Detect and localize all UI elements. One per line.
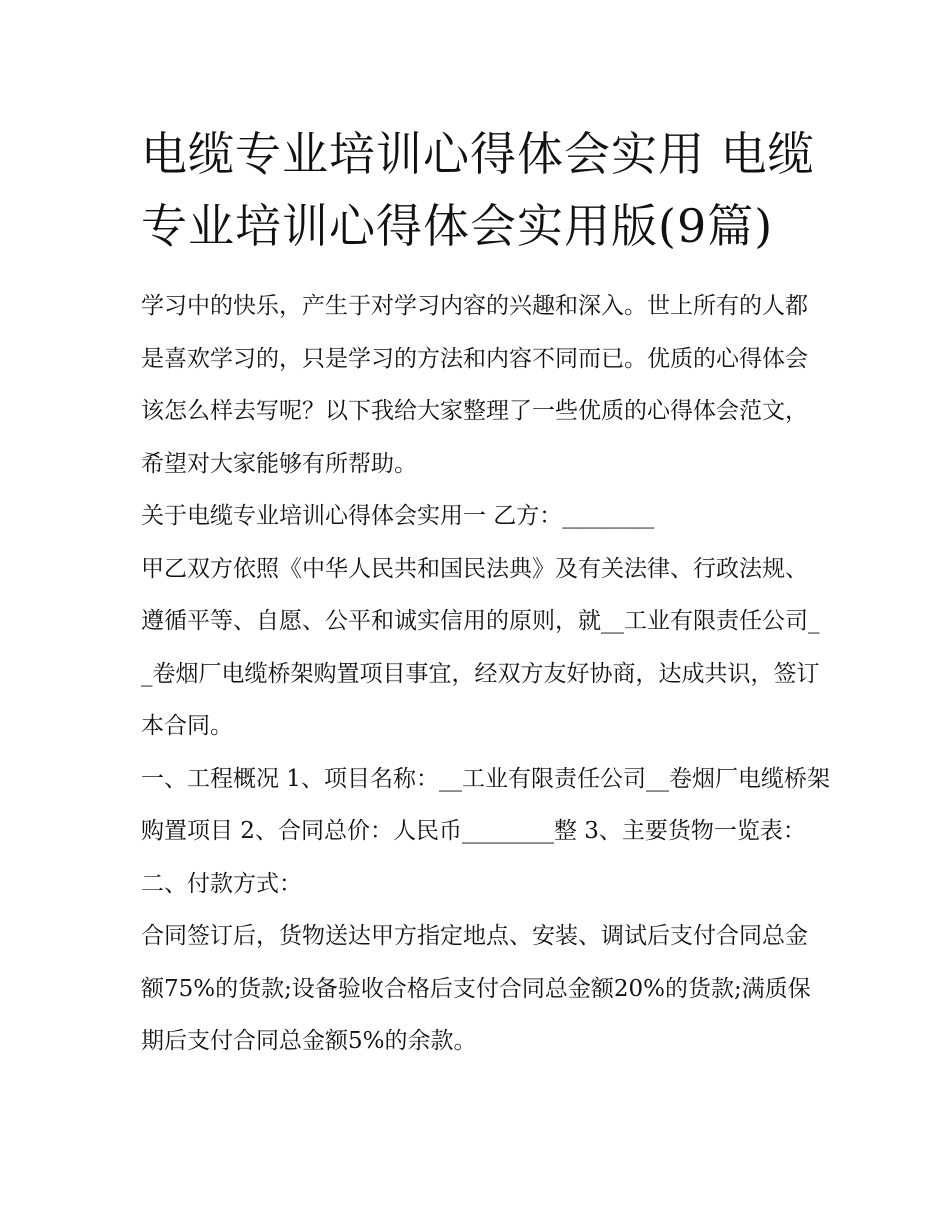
intro-paragraph: 学习中的快乐，产生于对学习内容的兴趣和深入。世上所有的人都是喜欢学习的，只是学习的方法和内容不同而已。优质的心得体会该怎么样去写呢？以下我给大家整理了一些优质的心得体会范文，希望对大家能够有所帮助。 [141, 293, 808, 477]
contract-preamble-paragraph: 甲乙双方依照《中华人民共和国民法典》及有关法律、行政法规、遵循平等、自愿、公平和诚实信用的原则，就__工业有限责任公司__卷烟厂电缆桥架购置项目事宜，经双方友好协商，达成共识，签订本合同。 [141, 555, 820, 739]
payment-terms-paragraph: 合同签订后，货物送达甲方指定地点、安装、调试后支付合同总金额75%的货款;设备验收合格后支付合同总金额20%的货款;满质保期后支付合同总金额5%的余款。 [141, 923, 811, 1054]
section-heading-paragraph: 关于电缆专业培训心得体会实用一 乙方：________ [141, 503, 655, 529]
project-overview-paragraph: 一、工程概况 1、项目名称：__工业有限责任公司__卷烟厂电缆桥架购置项目 2、合同总价：人民币________整 3、主要货物一览表： 二、付款方式： [141, 765, 830, 897]
document-title: 电缆专业培训心得体会实用 电缆专业培训心得体会实用版(9篇) [141, 127, 815, 253]
